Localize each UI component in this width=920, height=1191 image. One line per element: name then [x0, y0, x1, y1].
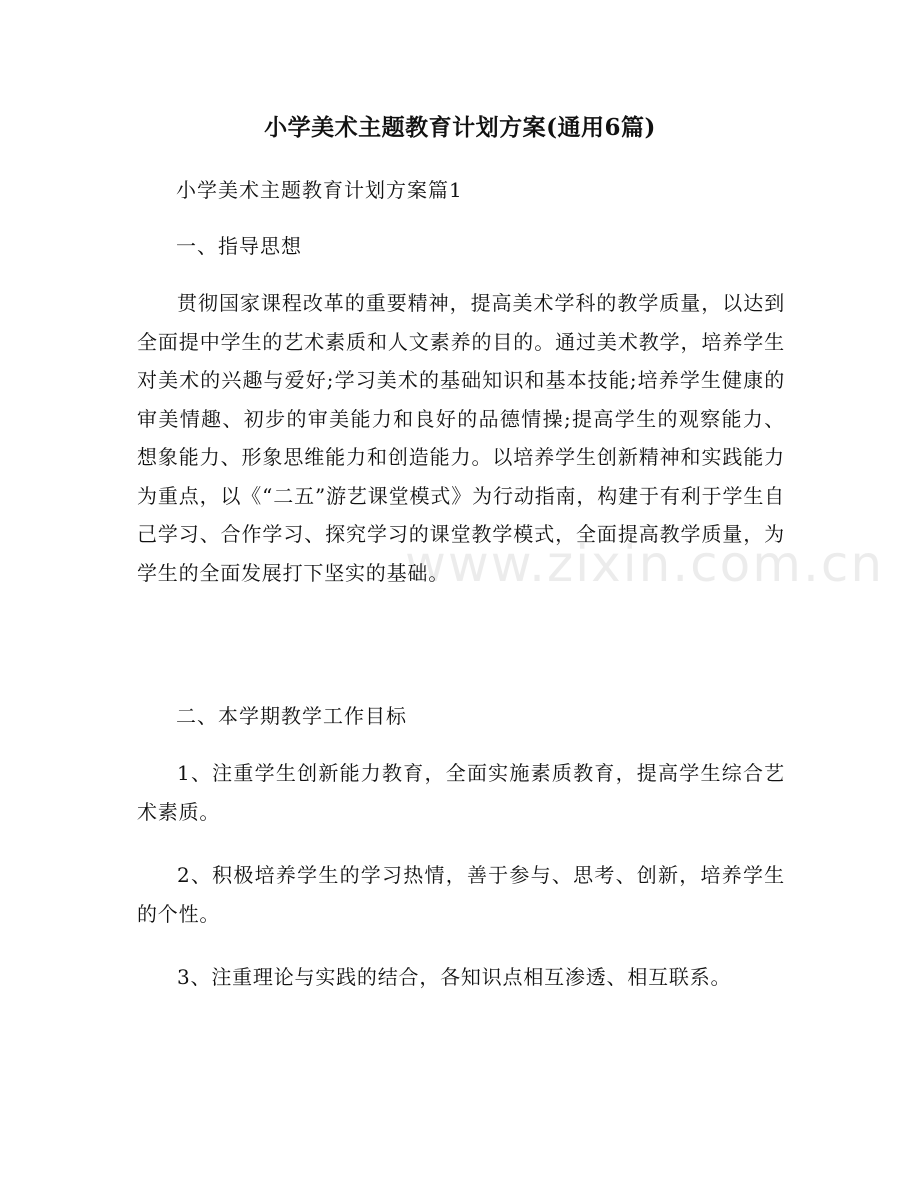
document-title: 小学美术主题教育计划方案(通用6篇): [264, 114, 656, 141]
watermark: www.zixin.com.cn: [405, 535, 885, 593]
section-heading-teaching-goals: 二、本学期教学工作目标: [176, 704, 407, 728]
goal-item-1: 1、注重学生创新能力教育，全面实施素质教育，提高学生综合艺术素质。: [137, 761, 785, 824]
goal-item-2: 2、积极培养学生的学习热情，善于参与、思考、创新，培养学生的个性。: [137, 863, 785, 926]
document-subtitle: 小学美术主题教育计划方案篇1: [176, 178, 463, 202]
section-heading-guiding-ideology: 一、指导思想: [176, 234, 302, 258]
section-body-guiding-ideology: 贯彻国家课程改革的重要精神，提高美术学科的教学质量，以达到全面提中学生的艺术素质和人文素养的目的。通过美术教学，培养学生对美术的兴趣与爱好;学习美术的基础知识和基本技能;培养学生健康的审美情趣、初步的审美能力和良好的品德情操;提高学生的观察能力、想象能力、形象思维能力和创造能力。以培养学生创新精神和实践能力为重点，以《“二五”游艺课堂模式》为行动指南，构建于有利于学生自己学习、合作学习、探究学习的课堂教学模式，全面提高教学质量，为学生的全面发展打下坚实的基础。: [137, 291, 785, 585]
goal-item-3: 3、注重理论与实践的结合，各知识点相互渗透、相互联系。: [177, 965, 732, 989]
